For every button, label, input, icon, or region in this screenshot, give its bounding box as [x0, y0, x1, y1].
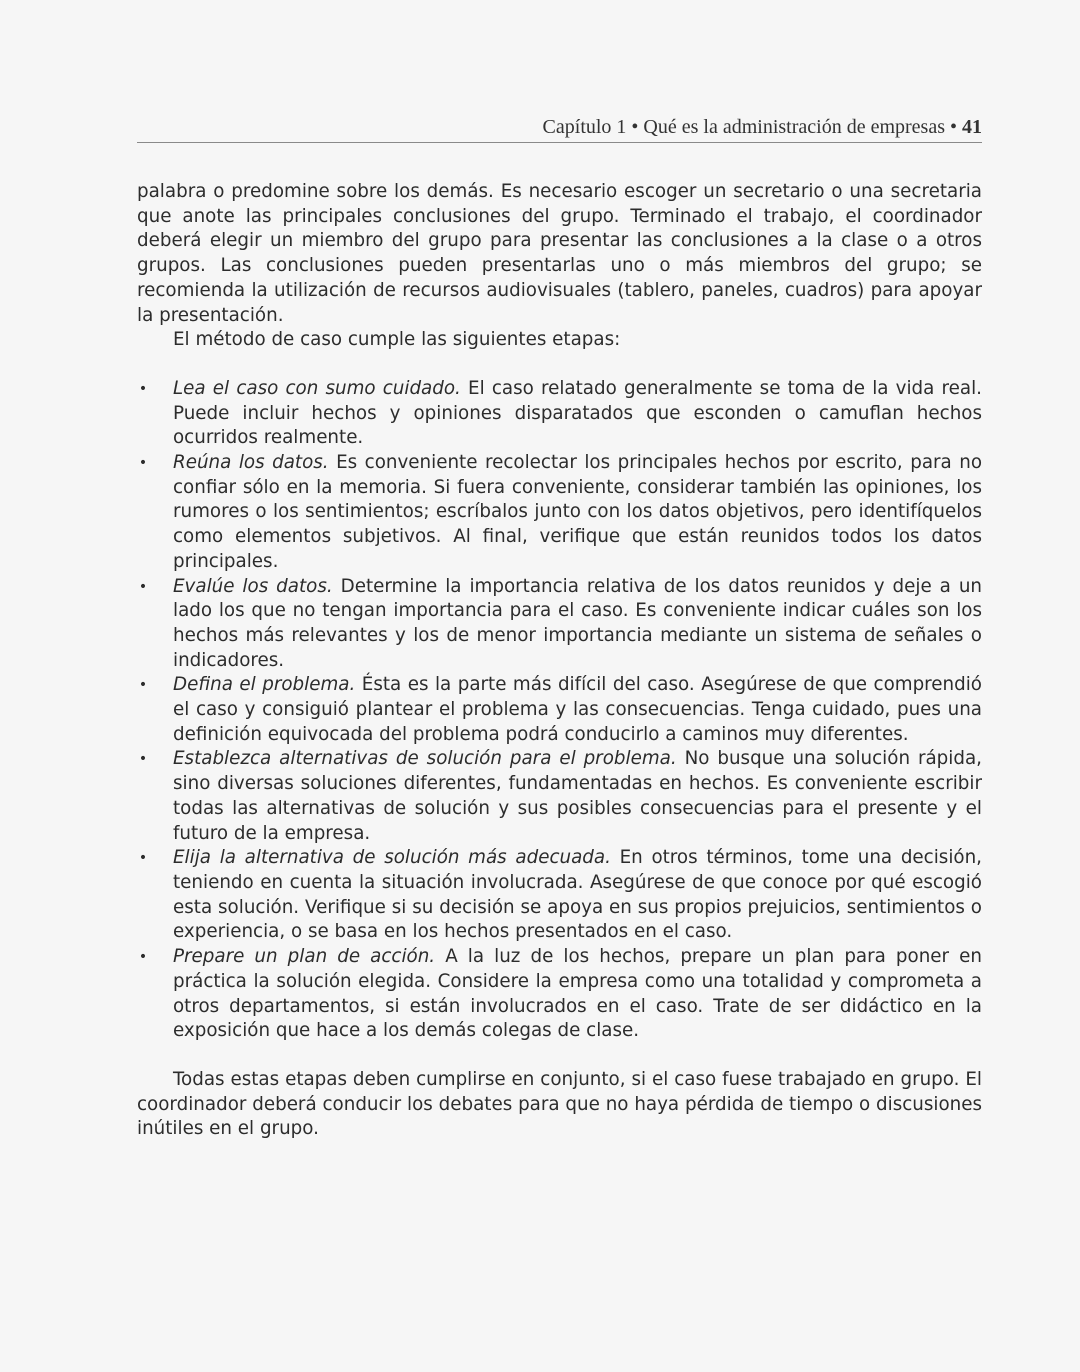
step-lead: Lea el caso con sumo cuidado.	[173, 377, 461, 399]
header-rule	[137, 142, 982, 143]
step-lead: Elija la alternativa de solución más adecuada.	[173, 847, 611, 869]
step-text: El caso relatado generalmente se toma de la vida real. Puede incluir hechos y opiniones disparatados que esconden o camuflan hechos ocurridos realmente.	[173, 377, 982, 449]
step-lead: Evalúe los datos.	[173, 575, 333, 597]
running-head-text: Capítulo 1 • Qué es la administración de empresas •	[542, 116, 962, 138]
steps-list	[137, 377, 982, 1044]
list-item	[137, 673, 982, 747]
list-item	[137, 747, 982, 846]
bullet-icon: •	[138, 578, 148, 595]
step-text: No busque una solución rápida, sino diversas soluciones diferentes, fundamentadas en hechos. Es conveniente escribir todas las alternativas de solución y sus posibles consecuencias para el presente y el futuro de la empresa.	[173, 748, 982, 844]
paragraph-continuation: palabra o predomine sobre los demás. Es necesario escoger un secretario o una secretaria que anote las principales conclusiones del grupo. Terminado el trabajo, el coordinador deberá elegir un miembro del grupo para presentar las conclusiones a la clase o a otros grupos. Las conclusiones pueden presentarlas uno o más miembros del grupo; se recomienda la utilización de recursos audiovisuales (tablero, paneles, cuadros) para apoyar la presentación.	[137, 181, 982, 326]
list-item	[137, 846, 982, 945]
step-lead: Prepare un plan de acción.	[173, 946, 436, 968]
bullet-icon: •	[138, 455, 148, 472]
list-item	[137, 945, 982, 1044]
bullet-icon: •	[138, 949, 148, 966]
step-lead: Reúna los datos.	[173, 452, 329, 474]
list-item	[137, 575, 982, 674]
step-text: Determine la importancia relativa de los datos reunidos y deje a un lado los que no tengan importancia para el caso. Es conveniente indicar cuáles son los hechos más relevantes y los de menor importancia mediante un sistema de señales o indicadores.	[173, 575, 983, 671]
step-text: En otros términos, tome una decisión, teniendo en cuenta la situación involucrada. Asegúrese de que conoce por qué escogió esta solución. Verifique si su decisión se apoya en sus propios prejuicios, sentimientos o experiencia, o se basa en los hechos presentados en el caso.	[173, 847, 982, 943]
paragraph-closing: Todas estas etapas deben cumplirse en conjunto, si el caso fuese trabajado en grupo. El coordinador deberá conducir los debates para que no haya pérdida de tiempo o discusiones inútiles en el grupo.	[137, 1068, 982, 1140]
page-body	[137, 180, 982, 1142]
step-text: Es conveniente recolectar los principales hechos por escrito, para no confiar sólo en la memoria. Si fuera conveniente, considerar también las opiniones, los rumores o los sentimientos; escríbalos junto con los datos objetivos, pero identifíquelos como elementos subjetivos. Al final, verifique que están reunidos todos los datos principales.	[173, 452, 983, 572]
bullet-icon: •	[138, 850, 148, 867]
running-head	[137, 116, 982, 139]
step-text: Ésta es la parte más difícil del caso. Asegúrese de que comprendió el caso y consiguió plantear el problema y las consecuencias. Tenga cuidado, pues una definición equivocada del problema podrá conducirlo a caminos muy diferentes.	[173, 674, 982, 745]
step-lead: Establezca alternativas de solución para el problema.	[173, 748, 677, 770]
bullet-icon: •	[138, 677, 148, 694]
list-item	[137, 451, 982, 575]
bullet-icon: •	[138, 380, 148, 397]
list-item	[137, 377, 982, 451]
page-number: 41	[962, 116, 982, 138]
step-lead: Defina el problema.	[173, 674, 356, 696]
step-text: A la luz de los hechos, prepare un plan para poner en práctica la solución elegida. Considere la empresa como una totalidad y comprometa a otros departamentos, si están involucrados en el caso. Trate de ser didáctico en la exposición que hace a los demás colegas de clase.	[173, 946, 982, 1042]
bullet-icon: •	[138, 751, 148, 768]
paragraph-steps-intro: El método de caso cumple las siguientes etapas:	[173, 329, 621, 351]
